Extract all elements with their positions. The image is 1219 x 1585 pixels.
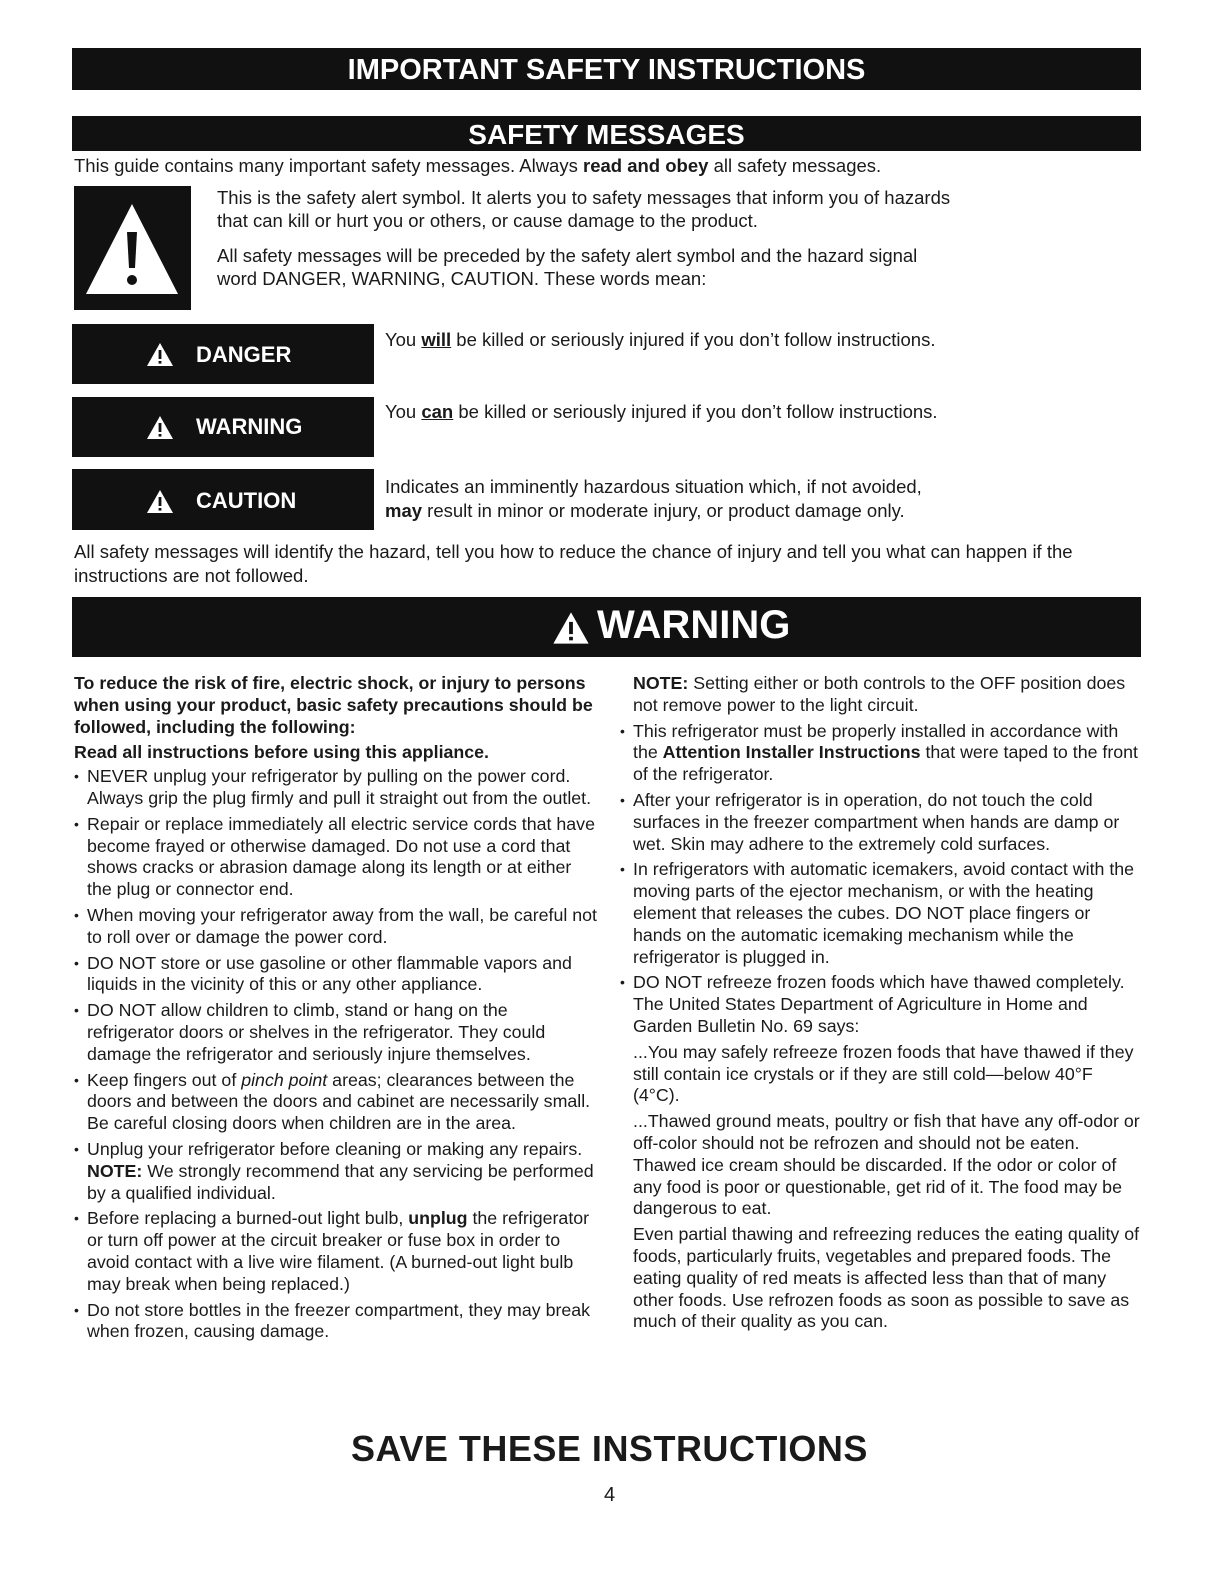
read-all-text: Read all instructions before using this appliance. [74,742,489,763]
caution-signal-box [72,469,374,530]
section-title-banner [72,116,1141,151]
all-messages-text: All safety messages will identify the hazard, tell you how to reduce the chance of injury and tell you what can happen if the instructions are not followed. [74,541,1073,586]
list-item: • Before replacing a burned-out light bulb, unplug the refrigerator or turn off power at the circuit breaker or fuse box in order to avoid contact with a live wire filament. (A burned-out light bulb may break when being replaced.) [74,1208,599,1295]
section-title: SAFETY MESSAGES [468,119,745,150]
usda-quote-3: Even partial thawing and refreezing reduces the eating quality of foods, particularly fruits, vegetables and prepared foods. The eating quality of red meats is affected less than that of many other foods. Use refrozen foods as soon as possible to save as much of their quality as you can. [633,1224,1140,1332]
intro-text: This guide contains many important safety messages. Always read and obey all safety messages. [74,155,882,176]
usda-quote-2: ...Thawed ground meats, poultry or fish that have any off-odor or off-color should not be refrozen and should not be eaten. Thawed ice cream should be discarded. If the odor or color of any food is poor or questionable, get rid of it. The food may be dangerous to eat. [633,1111,1140,1219]
list-item: • DO NOT store or use gasoline or other flammable vapors and liquids in the vicinity of this or any other appliance. [74,953,599,997]
warning-triangle-icon [146,342,174,367]
safety-alert-symbol [74,186,191,310]
list-item: • This refrigerator must be properly installed in accordance with the Attention Installer Instructions that were taped to the front of the refrigerator. [620,721,1140,786]
alert-paragraph-2: All safety messages will be preceded by the safety alert symbol and the hazard signal word DANGER, WARNING, CAUTION. These words mean: [217,245,918,289]
warning-banner [72,597,1141,657]
danger-signal-box [72,324,374,384]
warning-signal-box [72,397,374,457]
left-bullet-list [74,766,599,1343]
safety-alert-icon [84,200,180,298]
warning-triangle-icon [146,489,174,514]
danger-word: DANGER [196,342,292,367]
list-item: • In refrigerators with automatic icemakers, avoid contact with the moving parts of the ejector mechanism, or with the heating element that releases the cubes. DO NOT place fingers or hands on the automatic icemaking mechanism while the refrigerator is plugged in. [620,859,1140,968]
list-item: • Unplug your refrigerator before cleaning or making any repairs. NOTE: We strongly recommend that any servicing be performed by a qualified individual. [74,1139,599,1204]
lead-text: To reduce the risk of fire, electric shock, or injury to persons when using your product, basic safety precautions should be followed, including the following: [74,673,593,737]
left-column [74,673,599,1347]
right-column [620,673,1140,1333]
right-bullet-list [620,721,1140,1038]
main-title-banner [72,48,1141,90]
list-item: • NEVER unplug your refrigerator by pulling on the power cord. Always grip the plug firmly and pull it straight out from the outlet. [74,766,599,810]
page-number: 4 [603,1484,616,1506]
danger-description: You will be killed or seriously injured if you don’t follow instructions. [385,329,936,350]
list-item: • Repair or replace immediately all electric service cords that have become frayed or otherwise damaged. Do not use a cord that shows cracks or abrasion damage along its length or at either the plug or connector end. [74,814,599,901]
list-item: • After your refrigerator is in operation, do not touch the cold surfaces in the freezer compartment when hands are damp or wet. Skin may adhere to the extremely cold surfaces. [620,790,1140,855]
warning-word: WARNING [196,414,303,439]
alert-paragraph-1: This is the safety alert symbol. It alerts you to safety messages that inform you of hazards that can kill or hurt you or others, or cause damage to the product. [217,187,951,231]
warning-triangle-icon [146,415,174,440]
warning-triangle-icon [552,611,590,645]
usda-quote-1: ...You may safely refreeze frozen foods that have thawed if they still contain ice crystals or if they are still cold—below 40°F (4°C). [633,1041,1134,1106]
caution-word: CAUTION [196,488,297,513]
main-title: IMPORTANT SAFETY INSTRUCTIONS [347,54,866,86]
note-text: NOTE: Setting either or both controls to the OFF position does not remove power to the light circuit. [633,673,1126,715]
warning-description: You can be killed or seriously injured if you don’t follow instructions. [385,401,938,422]
list-item: • Do not store bottles in the freezer compartment, they may break when frozen, causing damage. [74,1300,599,1344]
caution-description: Indicates an imminently hazardous situation which, if not avoided, may result in minor or moderate injury, or product damage only. [385,476,922,521]
list-item: • DO NOT allow children to climb, stand or hang on the refrigerator doors or shelves in the refrigerator. They could damage the refrigerator and seriously injure themselves. [74,1000,599,1065]
warning-banner-word: WARNING [597,603,791,647]
list-item: • When moving your refrigerator away from the wall, be careful not to roll over or damage the power cord. [74,905,599,949]
list-item: • DO NOT refreeze frozen foods which have thawed completely. The United States Department of Agriculture in Home and Garden Bulletin No. 69 says: [620,972,1140,1037]
list-item: • Keep fingers out of pinch point areas; clearances between the doors and between the doors and cabinet are necessarily small. Be careful closing doors when children are in the area. [74,1070,599,1135]
save-instructions-heading: SAVE THESE INSTRUCTIONS [351,1428,868,1469]
